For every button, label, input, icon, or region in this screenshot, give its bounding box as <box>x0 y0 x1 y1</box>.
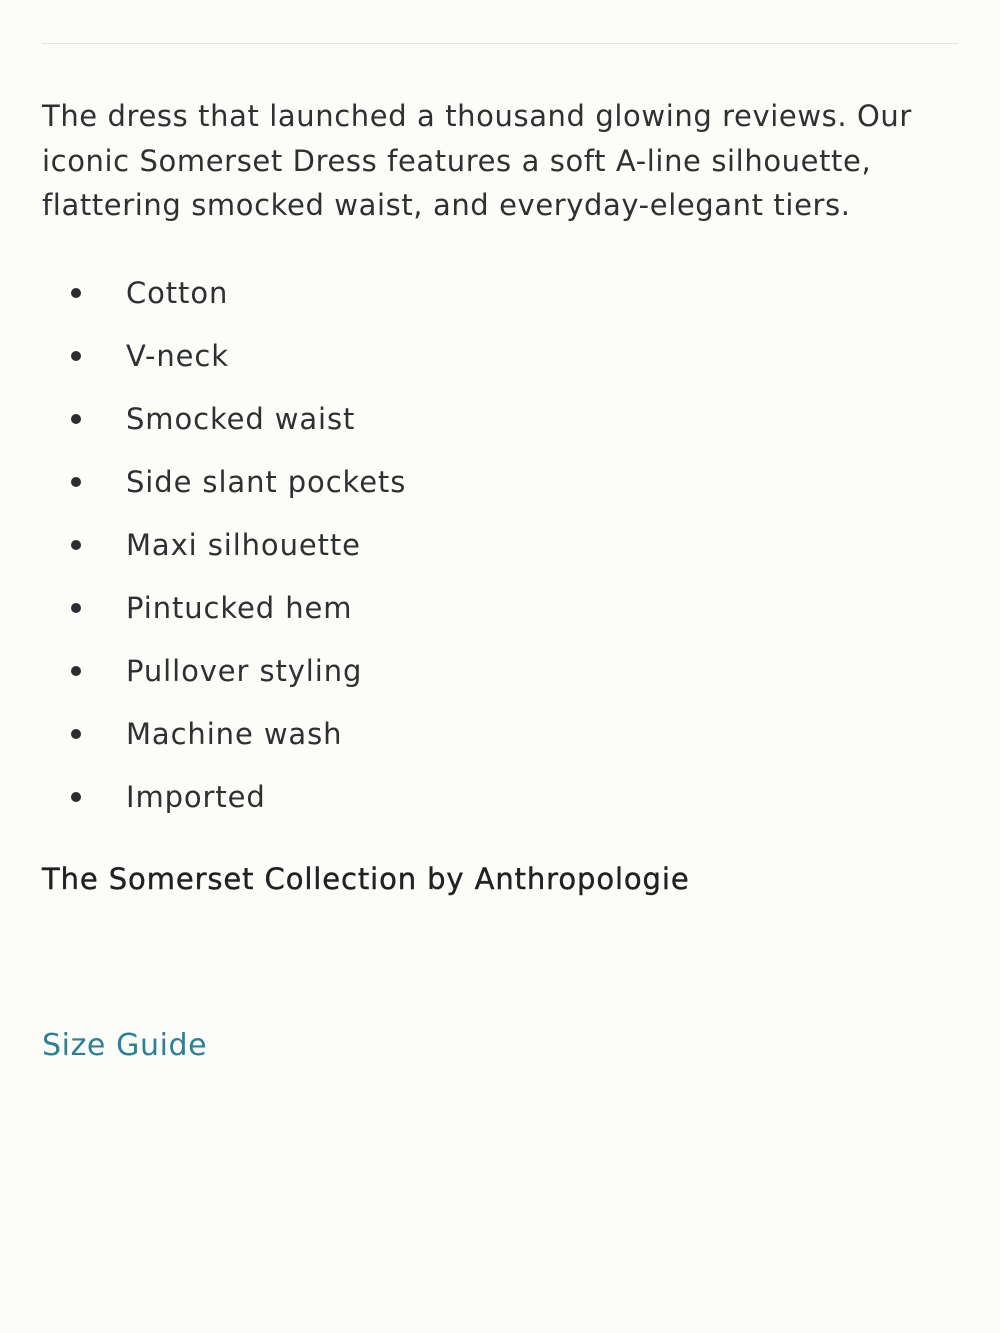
bullet-icon <box>71 351 81 361</box>
product-description: The dress that launched a thousand glowing reviews. Our iconic Somerset Dress features a soft A-line silhouette, flattering smocked waist, and everyday-elegant tiers. <box>42 99 912 222</box>
bullet-icon <box>71 729 81 739</box>
collection-title: The Somerset Collection by Anthropologie <box>42 862 690 896</box>
feature-label: Maxi silhouette <box>126 527 361 562</box>
bullet-icon <box>71 792 81 802</box>
feature-label: Machine wash <box>126 716 343 751</box>
feature-label: Cotton <box>126 275 229 310</box>
bullet-icon <box>71 414 81 424</box>
bullet-icon <box>71 288 81 298</box>
feature-label: Smocked waist <box>126 401 356 436</box>
feature-label: Pullover styling <box>126 653 363 688</box>
feature-label: Side slant pockets <box>126 464 407 499</box>
section-divider <box>42 43 958 44</box>
bullet-icon <box>71 540 81 550</box>
bullet-icon <box>71 666 81 676</box>
size-guide-link[interactable]: Size Guide <box>42 1028 208 1063</box>
bullet-icon <box>71 477 81 487</box>
bullet-icon <box>71 603 81 613</box>
feature-label: V-neck <box>126 338 229 373</box>
feature-label: Pintucked hem <box>126 590 353 625</box>
feature-label: Imported <box>126 779 266 814</box>
